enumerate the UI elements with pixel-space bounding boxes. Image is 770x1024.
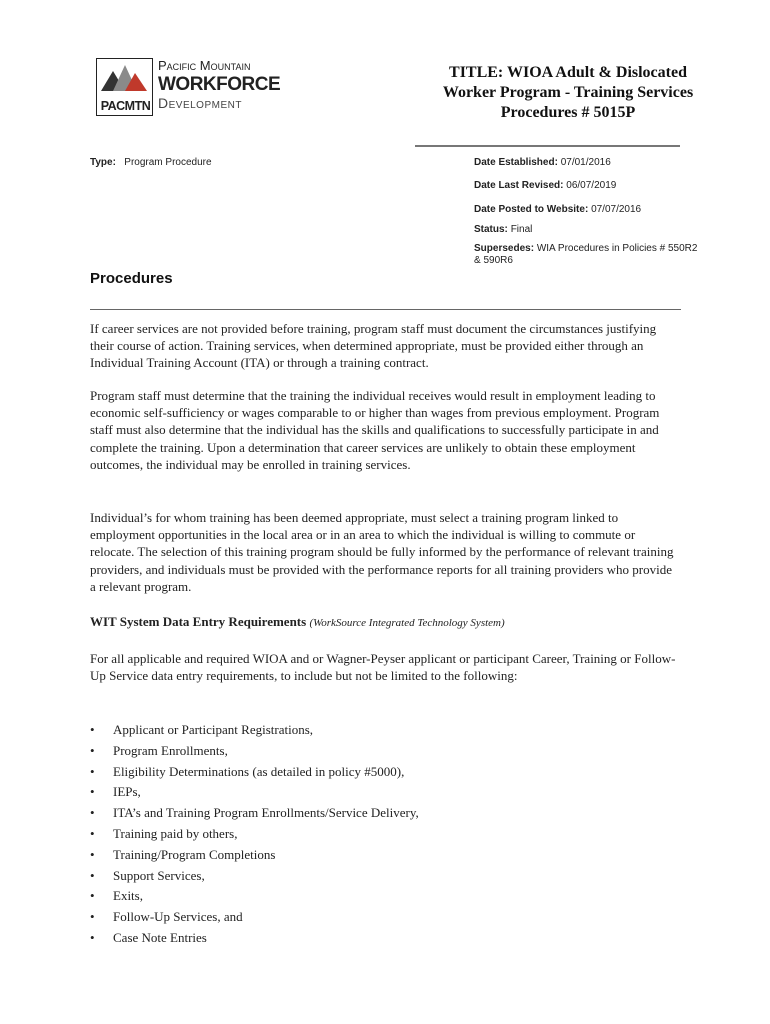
data-entry-requirements-list	[90, 720, 650, 949]
list-item-text: Case Note Entries	[113, 929, 207, 945]
title-line-3: Procedures # 5015P	[500, 104, 636, 121]
list-item-text: Applicant or Participant Registrations,	[113, 722, 314, 737]
title-line-2: Worker Program - Training Services	[442, 84, 694, 101]
list-item-text: IEPs,	[113, 784, 141, 800]
supersedes-value: WIA Procedures in Policies # 550R2 & 590R6	[474, 243, 698, 266]
date-established-label: Date Established:	[474, 157, 558, 168]
bullet-icon: •	[90, 784, 95, 800]
paragraph-4-text: For all applicable and required WIOA and or Wagner-Peyser applicant or participant Career, Training or Follow-Up Service data entry requirements, to include but not be limited to the following:	[90, 651, 676, 684]
list-item-text: Support Services,	[113, 867, 205, 883]
date-revised-field	[474, 180, 714, 191]
list-item	[90, 741, 650, 762]
paragraph-2	[90, 387, 680, 473]
date-posted-field	[474, 204, 714, 215]
section-heading-procedures: Procedures	[90, 270, 173, 287]
bullet-icon: •	[90, 742, 95, 758]
title-divider	[415, 145, 680, 147]
logo-mark	[96, 58, 153, 116]
title-line-1: TITLE: WIOA Adult & Dislocated	[449, 64, 687, 81]
list-item	[90, 803, 650, 824]
logo-line-1: Pacific Mountain	[158, 58, 251, 73]
list-item	[90, 928, 650, 949]
paragraph-1-text: If career services are not provided before training, program staff must document the circumstances justifying their course of action. Training services, when determined appropriate, must be provided either through an Individual Training Account (ITA) or through a training contract.	[90, 321, 657, 371]
status-value: Final	[510, 224, 533, 235]
list-item-text: Program Enrollments,	[113, 742, 228, 758]
status-label: Status:	[474, 224, 508, 235]
logo-wordmark	[158, 58, 280, 112]
list-item	[90, 824, 650, 845]
bullet-icon: •	[90, 846, 95, 862]
list-item	[90, 762, 650, 783]
list-item	[90, 845, 650, 866]
date-established-value: 07/01/2016	[560, 157, 611, 168]
wit-heading-text: WIT System Data Entry Requirements	[90, 614, 307, 629]
bullet-icon: •	[90, 867, 95, 883]
list-item	[90, 886, 650, 907]
date-posted-label: Date Posted to Website:	[474, 204, 589, 215]
document-title	[420, 63, 716, 123]
list-item-text: Training paid by others,	[113, 825, 238, 841]
status-field	[474, 224, 714, 235]
bullet-icon: •	[90, 763, 95, 779]
bullet-icon: •	[90, 888, 95, 904]
date-revised-label: Date Last Revised:	[474, 180, 564, 191]
list-item-text: Eligibility Determinations (as detailed in policy #5000),	[113, 763, 405, 779]
date-revised-value: 06/07/2019	[566, 180, 617, 191]
bullet-icon: •	[90, 805, 95, 821]
logo-line-2: WORKFORCE	[158, 74, 281, 95]
bullet-icon: •	[90, 722, 95, 737]
bullet-icon: •	[90, 825, 95, 841]
paragraph-3-text: Individual’s for whom training has been deemed appropriate, must select a training program linked to employment opportunities in the local area or in an area to which the individual is willing to commute or relocate. The selection of this training program should be fully informed by the performance of relevant training providers, and individuals must be provided with the performance reports for all training providers who provide a relevant program.	[90, 510, 674, 594]
date-established-field	[474, 157, 714, 168]
wit-subheading-text: (WorkSource Integrated Technology System)	[309, 617, 505, 629]
list-item	[90, 907, 650, 928]
bullet-icon: •	[90, 929, 95, 945]
paragraph-1	[90, 320, 680, 372]
paragraph-3	[90, 509, 680, 595]
list-item-text: Training/Program Completions	[113, 846, 276, 862]
logo-mark-text: PACMTN	[100, 99, 151, 113]
list-item	[90, 720, 650, 741]
section-divider	[90, 309, 681, 310]
list-item	[90, 866, 650, 887]
list-item-text: ITA’s and Training Program Enrollments/Service Delivery,	[113, 805, 419, 821]
organization-logo	[96, 58, 281, 116]
paragraph-2-text: Program staff must determine that the training the individual receives would result in employment leading to economic self-sufficiency or wages comparable to or higher than wages from previous employment. Program staff must also determine that the individual has the skills and qualifications to successfully participate in and complete the training. Upon a determination that career services are unlikely to obtain these employment outcomes, the individual may be enrolled in training services.	[90, 388, 660, 472]
list-item	[90, 782, 650, 803]
type-label: Type:	[90, 157, 116, 168]
date-posted-value: 07/07/2016	[591, 204, 642, 215]
supersedes-field	[474, 243, 706, 267]
type-field	[90, 157, 212, 168]
list-item-text: Follow-Up Services, and	[113, 909, 243, 925]
supersedes-label: Supersedes:	[474, 243, 535, 254]
bullet-icon: •	[90, 909, 95, 925]
type-value: Program Procedure	[124, 157, 212, 168]
paragraph-4	[90, 650, 680, 684]
logo-line-3: Development	[158, 95, 242, 111]
mountain-icon	[101, 63, 149, 93]
wit-section-heading	[90, 614, 505, 630]
list-item-text: Exits,	[113, 888, 143, 904]
